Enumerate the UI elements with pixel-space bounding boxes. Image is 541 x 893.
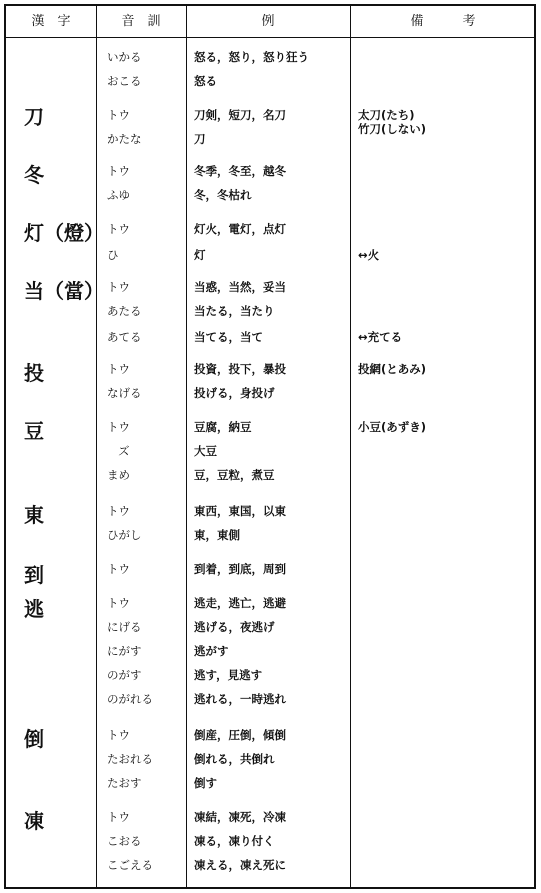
example-text: 刀 (194, 132, 206, 146)
reading-text: なげる (107, 386, 142, 400)
kanji-char: 当（當） (24, 279, 104, 303)
example-text: 灯 (194, 248, 206, 262)
reading-text: かたな (107, 132, 142, 146)
reading-text: たおれる (107, 752, 153, 766)
note-text: 竹刀(しない) (358, 122, 427, 136)
kanji-char: 刀 (24, 105, 44, 129)
example-text: 逃げる，夜逃げ (194, 620, 275, 634)
example-text: 豆，豆粒，煮豆 (194, 468, 275, 482)
note-text: ↔充てる (358, 330, 403, 344)
example-text: 当てる，当て (194, 330, 263, 344)
reading-text: のがれる (107, 692, 153, 706)
reading-text: トウ (107, 728, 130, 742)
header-example: 例 (261, 14, 275, 29)
reading-text: トウ (107, 504, 130, 518)
example-text: 刀剣，短刀，名刀 (194, 108, 286, 122)
kanji-char: 到 (24, 563, 44, 587)
reading-text: まめ (107, 468, 130, 482)
example-text: 逃がす (194, 644, 229, 658)
example-text: 倒産，圧倒，傾倒 (194, 728, 286, 742)
example-text: 投げる，身投げ (194, 386, 275, 400)
example-text: 倒れる，共倒れ (194, 752, 275, 766)
note-text: 小豆(あずき) (358, 420, 427, 434)
reading-text: こおる (107, 834, 142, 848)
kanji-char: 凍 (24, 809, 44, 833)
kanji-char: 豆 (24, 419, 44, 443)
reading-text: トウ (107, 420, 130, 434)
example-text: 逃走，逃亡，逃避 (194, 596, 286, 610)
reading-text: ひ (107, 248, 119, 262)
kanji-char: 冬 (24, 163, 44, 187)
reading-text: あてる (107, 330, 142, 344)
example-text: 怒る，怒り，怒り狂う (194, 50, 309, 64)
reading-text: のがす (107, 668, 142, 682)
kanji-char: 倒 (24, 727, 44, 751)
kanji-char: 投 (24, 361, 44, 385)
example-text: 到着，到底，周到 (194, 562, 286, 576)
reading-text: ふゆ (107, 188, 130, 202)
note-text: 太刀(たち) (358, 108, 415, 122)
example-text: 怒る (194, 74, 217, 88)
reading-text: にげる (107, 620, 142, 634)
header-divider (6, 37, 534, 38)
note-text: ↔火 (358, 248, 380, 262)
reading-text: おこる (107, 74, 142, 88)
reading-text: トウ (107, 222, 130, 236)
example-text: 東西，東国，以東 (194, 504, 286, 518)
reading-text: にがす (107, 644, 142, 658)
example-text: 逃れる，一時逃れ (194, 692, 286, 706)
reading-text: トウ (107, 108, 130, 122)
reading-text: ひがし (107, 528, 142, 542)
reading-text: トウ (107, 810, 130, 824)
column-divider (186, 6, 187, 887)
header-reading: 音 訓 (121, 14, 161, 29)
column-divider (350, 6, 351, 887)
kanji-char: 東 (24, 503, 44, 527)
example-text: 豆腐，納豆 (194, 420, 252, 434)
example-text: 逃す，見逃す (194, 668, 263, 682)
kanji-table (4, 4, 536, 889)
header-kanji: 漢 字 (31, 14, 71, 29)
reading-text: こごえる (107, 858, 153, 872)
header-note: 備 考 (410, 14, 476, 29)
example-text: 冬季，冬至，越冬 (194, 164, 286, 178)
example-text: 大豆 (194, 444, 217, 458)
example-text: 当たる，当たり (194, 304, 275, 318)
reading-text: いかる (107, 50, 142, 64)
reading-text: トウ (107, 362, 130, 376)
example-text: 凍える，凍え死に (194, 858, 286, 872)
example-text: 凍結，凍死，冷凍 (194, 810, 286, 824)
column-divider (96, 6, 97, 887)
example-text: 倒す (194, 776, 217, 790)
reading-text: トウ (107, 562, 130, 576)
reading-text: あたる (107, 304, 142, 318)
kanji-char: 灯（燈） (24, 221, 104, 245)
example-text: 当惑，当然，妥当 (194, 280, 286, 294)
reading-text: ズ (118, 444, 130, 458)
note-text: 投網(とあみ) (358, 362, 427, 376)
example-text: 凍る，凍り付く (194, 834, 275, 848)
example-text: 東，東側 (194, 528, 240, 542)
example-text: 投資，投下，暴投 (194, 362, 286, 376)
example-text: 冬，冬枯れ (194, 188, 252, 202)
reading-text: トウ (107, 280, 130, 294)
reading-text: トウ (107, 596, 130, 610)
reading-text: トウ (107, 164, 130, 178)
example-text: 灯火，電灯，点灯 (194, 222, 286, 236)
kanji-char: 逃 (24, 597, 44, 621)
reading-text: たおす (107, 776, 142, 790)
